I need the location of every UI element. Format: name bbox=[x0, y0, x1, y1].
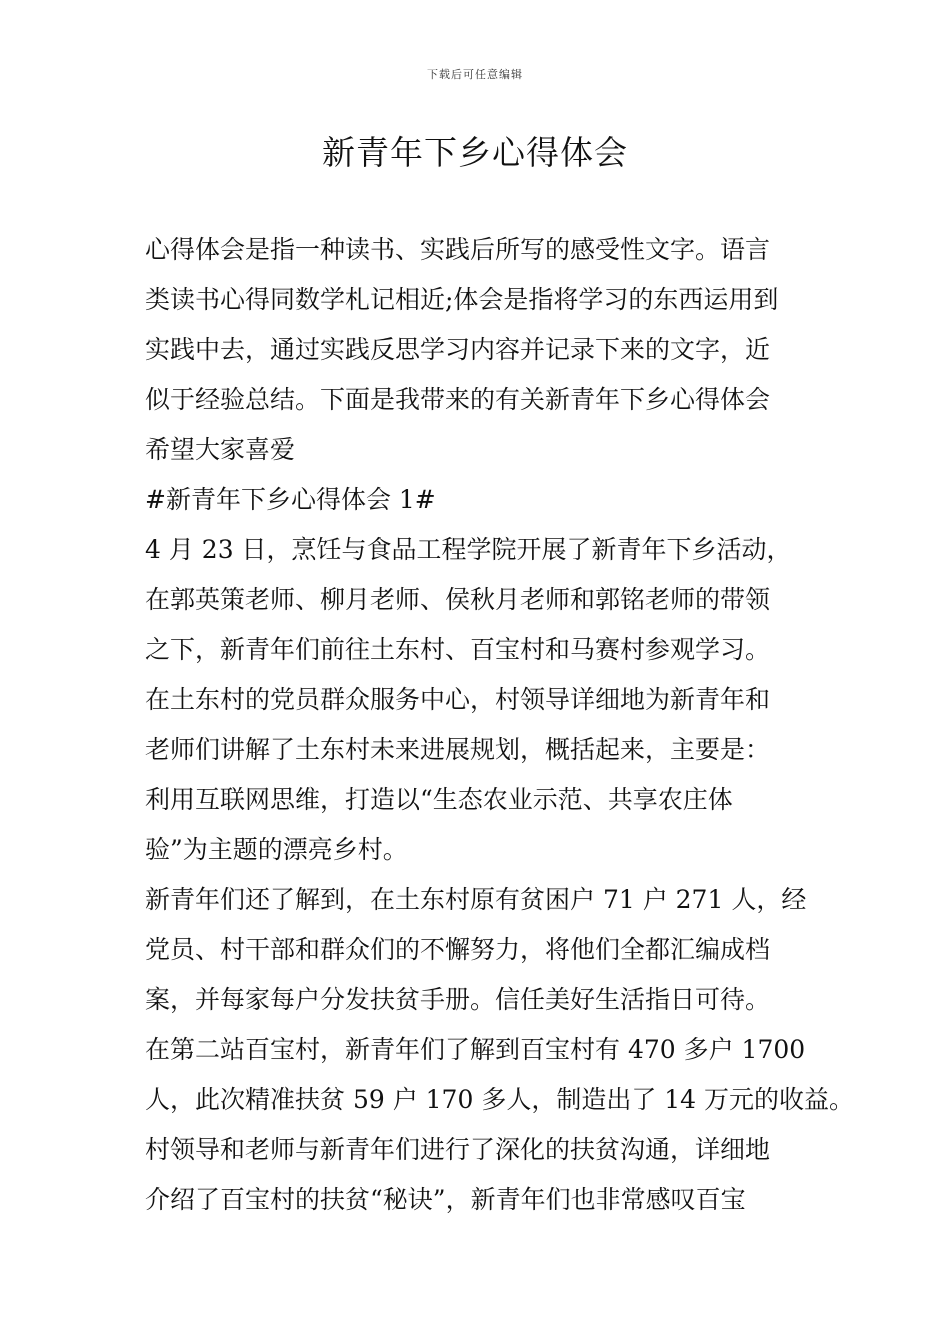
body-line: 在郭英策老师、柳月老师、侯秋月老师和郭铭老师的带领 bbox=[145, 585, 771, 614]
body-line: 在土东村的党员群众服务中心，村领导详细地为新青年和 bbox=[145, 685, 771, 714]
body-line: 村领导和老师与新青年们进行了深化的扶贫沟通，详细地 bbox=[145, 1135, 771, 1164]
body-line: 案，并每家每户分发扶贫手册。信任美好生活指日可待。 bbox=[145, 985, 771, 1014]
body-line: 利用互联网思维，打造以“生态农业示范、共享农庄体 bbox=[145, 785, 733, 814]
body-line: 心得体会是指一种读书、实践后所写的感受性文字。语言 bbox=[145, 235, 771, 264]
document-title: 新青年下乡心得体会 bbox=[322, 133, 628, 172]
body-line: 新青年们还了解到，在土东村原有贫困户 71 户 271 人，经 bbox=[145, 885, 807, 914]
body-line: 老师们讲解了土东村未来进展规划，概括起来，主要是： bbox=[145, 735, 771, 764]
body-line: 似于经验总结。下面是我带来的有关新青年下乡心得体会 bbox=[145, 385, 771, 414]
body-line: 党员、村干部和群众们的不懈努力，将他们全都汇编成档 bbox=[145, 935, 771, 964]
body-line: 在第二站百宝村，新青年们了解到百宝村有 470 多户 1700 bbox=[145, 1035, 806, 1064]
document-body bbox=[145, 229, 855, 1229]
header-note: 下载后可任意编辑 bbox=[427, 68, 523, 81]
body-line: 4 月 23 日，烹饪与食品工程学院开展了新青年下乡活动， bbox=[145, 535, 792, 564]
body-line: 人，此次精准扶贫 59 户 170 多人，制造出了 14 万元的收益。 bbox=[145, 1085, 855, 1114]
body-line: 希望大家喜爱 bbox=[145, 435, 296, 464]
body-line: 之下，新青年们前往土东村、百宝村和马赛村参观学习。 bbox=[145, 635, 771, 664]
body-line: 验”为主题的漂亮乡村。 bbox=[145, 835, 408, 864]
body-line: 实践中去，通过实践反思学习内容并记录下来的文字，近 bbox=[145, 335, 771, 364]
body-line: 介绍了百宝村的扶贫“秘诀”，新青年们也非常感叹百宝 bbox=[145, 1185, 746, 1214]
section-heading: #新青年下乡心得体会 1# bbox=[145, 485, 436, 514]
body-line: 类读书心得同数学札记相近;体会是指将学习的东西运用到 bbox=[145, 285, 779, 314]
